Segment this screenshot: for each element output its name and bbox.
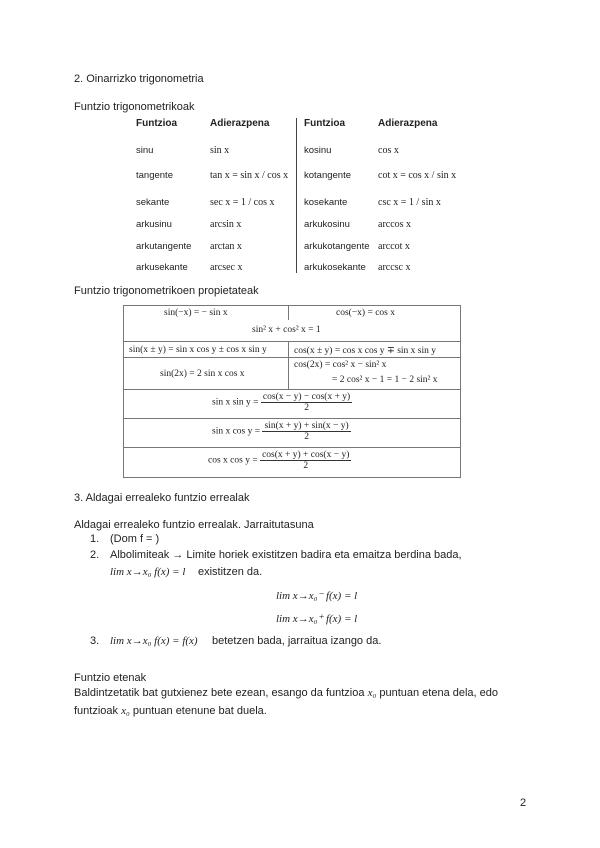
fn-expr: arctan x (210, 241, 242, 252)
limit-exists-text: existitzen da. (198, 566, 263, 578)
trig-properties-subtitle: Funtzio trigonometrikoen propietateak (74, 285, 259, 297)
prop-cos-sum: cos(x ± y) = cos x cos y ∓ sin x sin y (294, 346, 437, 356)
left-limit-equation: lim x→x₀⁻ f(x) = l (276, 590, 358, 602)
fn-expr: sin x (210, 145, 230, 156)
prop-sin-neg: sin(−x) = − sin x (164, 308, 228, 318)
fn-name: arkusekante (136, 262, 188, 273)
prop-sin-sin: sin x sin y = $\frac{\cos(x - y) - \cos(x + y)}{2}$ (212, 392, 351, 413)
fn-name: arkutangente (136, 241, 192, 252)
list-marker-2: 2. (90, 549, 100, 561)
continuity-equation: lim x→x₀ f(x) = f(x) (110, 635, 198, 647)
list-item-2: Albolimiteak → Limite horiek existitzen badira eta emaitza berdina bada, (110, 549, 462, 561)
prop-cos-double: cos(2x) = cos² x − sin² x (294, 360, 387, 370)
fn-name: arkusinu (136, 219, 172, 230)
fn-expr: csc x = 1 / sin x (378, 197, 441, 208)
cell-divider (288, 306, 289, 320)
prop-sin-double: sin(2x) = 2 sin x cos x (160, 369, 245, 379)
fn-expr: arcsec x (210, 262, 243, 273)
header-expression: Adierazpena (210, 118, 270, 129)
fn-name: sinu (136, 145, 154, 156)
fn-expr: cot x = cos x / sin x (378, 170, 457, 181)
trig-properties-table (123, 305, 461, 478)
list-marker-1: 1. (90, 533, 100, 545)
discontinuity-line-2: funtzioak x₀ puntuan etenune bat duela. (74, 705, 267, 717)
fn-expr: tan x = sin x / cos x (210, 170, 289, 181)
fn-name: arkukotangente (304, 241, 370, 252)
trig-functions-subtitle: Funtzio trigonometrikoak (74, 101, 195, 113)
fn-expr: arcsin x (210, 219, 242, 230)
page-number: 2 (520, 797, 527, 809)
right-limit-equation: lim x→x₀⁺ f(x) = l (276, 613, 358, 625)
fn-expr: sec x = 1 / cos x (210, 197, 275, 208)
list-marker-3: 3. (90, 635, 100, 647)
fn-expr: cos x (378, 145, 399, 156)
fn-expr: arccsc x (378, 262, 411, 273)
fn-name: sekante (136, 197, 170, 208)
continuity-subtitle: Aldagai errealeko funtzio errealak. Jarraitutasuna (74, 519, 314, 531)
trig-function-table (132, 118, 462, 278)
fn-name: kosekante (304, 197, 348, 208)
list-item-1: (Dom f = ) (110, 533, 160, 545)
prop-sin-sum: sin(x ± y) = sin x cos y ± cos x sin y (129, 345, 267, 355)
section-2-title: 2. Oinarrizko trigonometria (74, 73, 204, 85)
fn-expr: arccos x (378, 219, 412, 230)
prop-row (124, 418, 460, 448)
header-function-2: Funtzioa (304, 118, 346, 129)
prop-sin-cos: sin x cos y = $\frac{\sin(x + y) + \sin(x - y)}{2}$ (212, 421, 349, 442)
fn-expr: arccot x (378, 241, 410, 252)
prop-cos-double-alt: = 2 cos² x − 1 = 1 − 2 sin² x (332, 375, 438, 385)
prop-cos-cos: cos x cos y = $\frac{\cos(x + y) + \cos(x - y)}{2}$ (208, 450, 350, 471)
prop-cos-neg: cos(−x) = cos x (336, 308, 395, 318)
fn-name: arkukosinu (304, 219, 350, 230)
header-function: Funtzioa (136, 118, 178, 129)
discontinuity-title: Funtzio etenak (74, 672, 147, 684)
fn-name: tangente (136, 170, 173, 181)
prop-row (124, 389, 460, 419)
prop-row (124, 341, 460, 358)
fn-name: kotangente (304, 170, 352, 181)
prop-pythagorean: sin² x + cos² x = 1 (252, 325, 321, 335)
limit-equation: lim x→x₀ f(x) = l (110, 566, 186, 578)
header-expression-2: Adierazpena (378, 118, 438, 129)
prop-row (124, 447, 460, 477)
section-3-title: 3. Aldagai errealeko funtzio errealak (74, 492, 250, 504)
table-divider (296, 118, 297, 273)
discontinuity-line-1: Baldintzetatik bat gutxienez bete ezean, esango da funtzioa x₀ puntuan etena dela, edo (74, 687, 499, 699)
fn-name: kosinu (304, 145, 332, 156)
fn-name: arkukosekante (304, 262, 366, 273)
prop-row (124, 357, 460, 390)
continuity-text: betetzen bada, jarraitua izango da. (212, 635, 382, 647)
